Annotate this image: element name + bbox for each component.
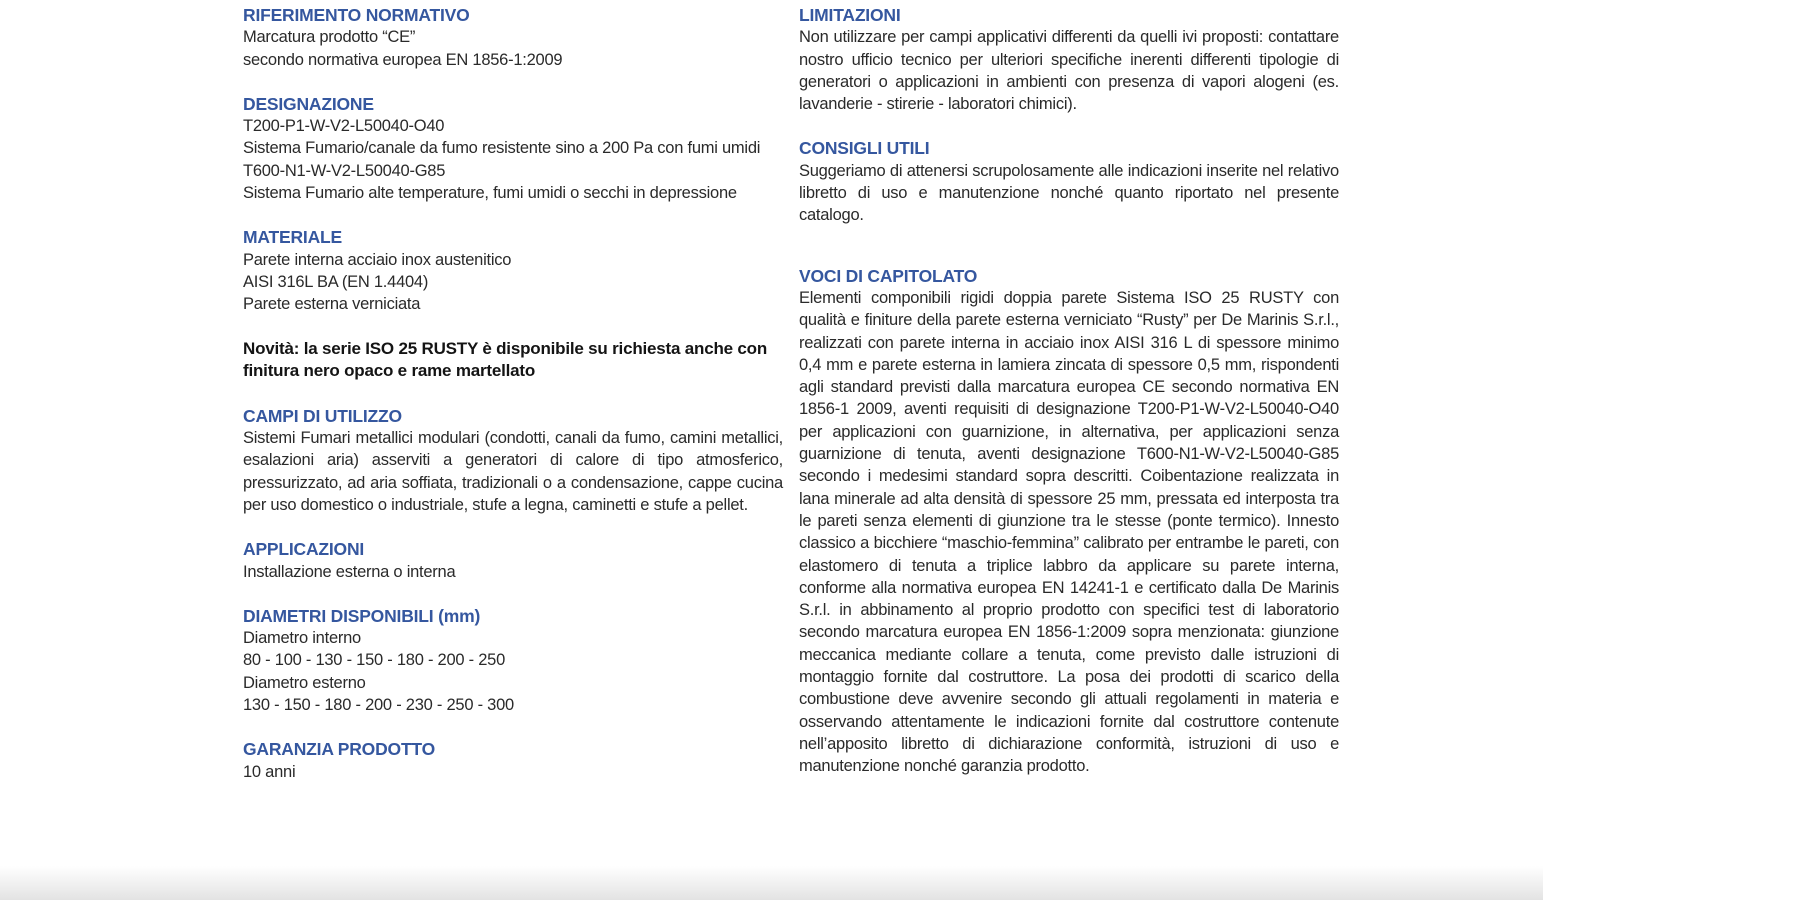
section-designazione xyxy=(243,93,783,204)
section-heading: RIFERIMENTO NORMATIVO xyxy=(243,5,470,25)
section-heading: VOCI DI CAPITOLATO xyxy=(799,265,978,286)
section-heading: GARANZIA PRODOTTO xyxy=(243,739,436,760)
section-heading: LIMITAZIONI xyxy=(799,5,901,25)
text-line: Parete interna acciaio inox austenitico xyxy=(243,250,512,269)
text-line: 80 - 100 - 130 - 150 - 180 - 200 - 250 xyxy=(243,651,506,670)
section-campi-di-utilizzo xyxy=(243,405,783,516)
section-heading: CONSIGLI UTILI xyxy=(799,138,930,159)
text-line: AISI 316L BA (EN 1.4404) xyxy=(243,272,429,291)
section-heading: MATERIALE xyxy=(243,227,342,248)
text-line: Sistema Fumario alte temperature, fumi umidi o secchi in depressione xyxy=(243,184,737,203)
section-voci-di-capitolato xyxy=(799,265,1339,778)
text-line: secondo normativa europea EN 1856-1:2009 xyxy=(243,50,563,69)
text-line: Diametro interno xyxy=(243,629,361,648)
section-materiale xyxy=(243,226,783,315)
section-heading: DESIGNAZIONE xyxy=(243,93,374,114)
text-line: 10 anni xyxy=(243,762,296,781)
section-applicazioni xyxy=(243,538,783,583)
paragraph: Sistemi Fumari metallici modulari (condotti, canali da fumo, camini metallici, esalazioni aria) asserviti a generatori di calore di tipo atmosferico, pressurizzato, ad aria soffiata, tradizionali o a condensazione, cappe cucina per uso domestico o industriale, stufe a legna, caminetti e stufe a pellet. xyxy=(243,429,783,514)
section-riferimento-normativo xyxy=(243,4,783,71)
paragraph: Non utilizzare per campi applicativi differenti da quelli ivi proposti: contattare nostro ufficio tecnico per ulteriori specifiche inerenti differenti tipologie di generatori o applicazioni in ambienti con presenza di vapori alogeni (es. lavanderie - stirerie - laboratori chimici). xyxy=(799,28,1339,114)
right-column xyxy=(799,4,1339,778)
section-heading: CAMPI DI UTILIZZO xyxy=(243,405,402,426)
text-line: Marcatura prodotto “CE” xyxy=(243,28,416,47)
paragraph: Suggeriamo di attenersi scrupolosamente alle indicazioni inserite nel relativo libretto di uso e manutenzione nonché quanto riportato nel presente catalogo. xyxy=(799,161,1339,225)
left-column xyxy=(243,4,783,783)
novita-note xyxy=(243,338,783,383)
text-line: Diametro esterno xyxy=(243,673,366,692)
text-line: T200-P1-W-V2-L50040-O40 xyxy=(243,117,445,136)
page-bottom-scan-shade xyxy=(0,866,1543,900)
bold-note-text: Novità: la serie ISO 25 RUSTY è disponibile su richiesta anche con finitura nero opaco e rame martellato xyxy=(243,338,768,381)
text-line: 130 - 150 - 180 - 200 - 230 - 250 - 300 xyxy=(243,696,514,715)
section-diametri-disponibili xyxy=(243,605,783,716)
text-line: Sistema Fumario/canale da fumo resistente sino a 200 Pa con fumi umidi xyxy=(243,139,761,158)
text-line: Installazione esterna o interna xyxy=(243,562,456,581)
section-consigli-utili xyxy=(799,137,1339,226)
section-heading: DIAMETRI DISPONIBILI (mm) xyxy=(243,605,481,626)
text-line: T600-N1-W-V2-L50040-G85 xyxy=(243,161,446,180)
text-line: Parete esterna verniciata xyxy=(243,295,421,314)
section-garanzia-prodotto xyxy=(243,738,783,783)
section-limitazioni xyxy=(799,4,1339,115)
paragraph: Elementi componibili rigidi doppia parete Sistema ISO 25 RUSTY con qualità e finiture della parete esterna verniciato “Rusty” per De Marinis S.r.l., realizzati con parete interna in acciaio inox AISI 316 L di spessore minimo 0,4 mm e parete esterna in lamiera zincata di spessore 0,5 mm, rispondenti agli standard previsti dalla marcatura europea CE secondo normativa EN 1856-1 2009, aventi requisiti di designazione T200-P1-W-V2-L50040-O40 per applicazioni con guarnizione, in alternativa, per applicazioni senza guarnizione di tenuta, aventi designazione T600-N1-W-V2-L50040-G85 secondo i medesimi standard sopra descritti. Coibentazione realizzata in lana minerale ad alta densità di spessore 25 mm, pressata ed interposta tra le pareti senza elementi di giunzione tra le stesse (ponte termico). Innesto classico a bicchiere “maschio-femmina” calibrato per entrambe le pareti, con elastomero di tenuta a triplice labbro da applicare su parete interna, conforme alla normativa europea EN 14241-1 e certificato dalla De Marinis S.r.l. in abbinamento al proprio prodotto con specifici test di laboratorio secondo marcatura europea EN 1856-1:2009 sopra menzionata: giunzione meccanica mediante collare a tenuta, come previsto dalle istruzioni di montaggio fornite dal costruttore. La posa dei prodotti di scarico della combustione deve avvenire secondo gli attuali regolamenti in materia e osservando attentamente le indicazioni fornite dal costruttore contenute nell’apposito libretto di dichiarazione conformità, istruzioni di uso e manutenzione nonché garanzia prodotto. xyxy=(799,288,1339,776)
section-heading: APPLICAZIONI xyxy=(243,539,365,560)
